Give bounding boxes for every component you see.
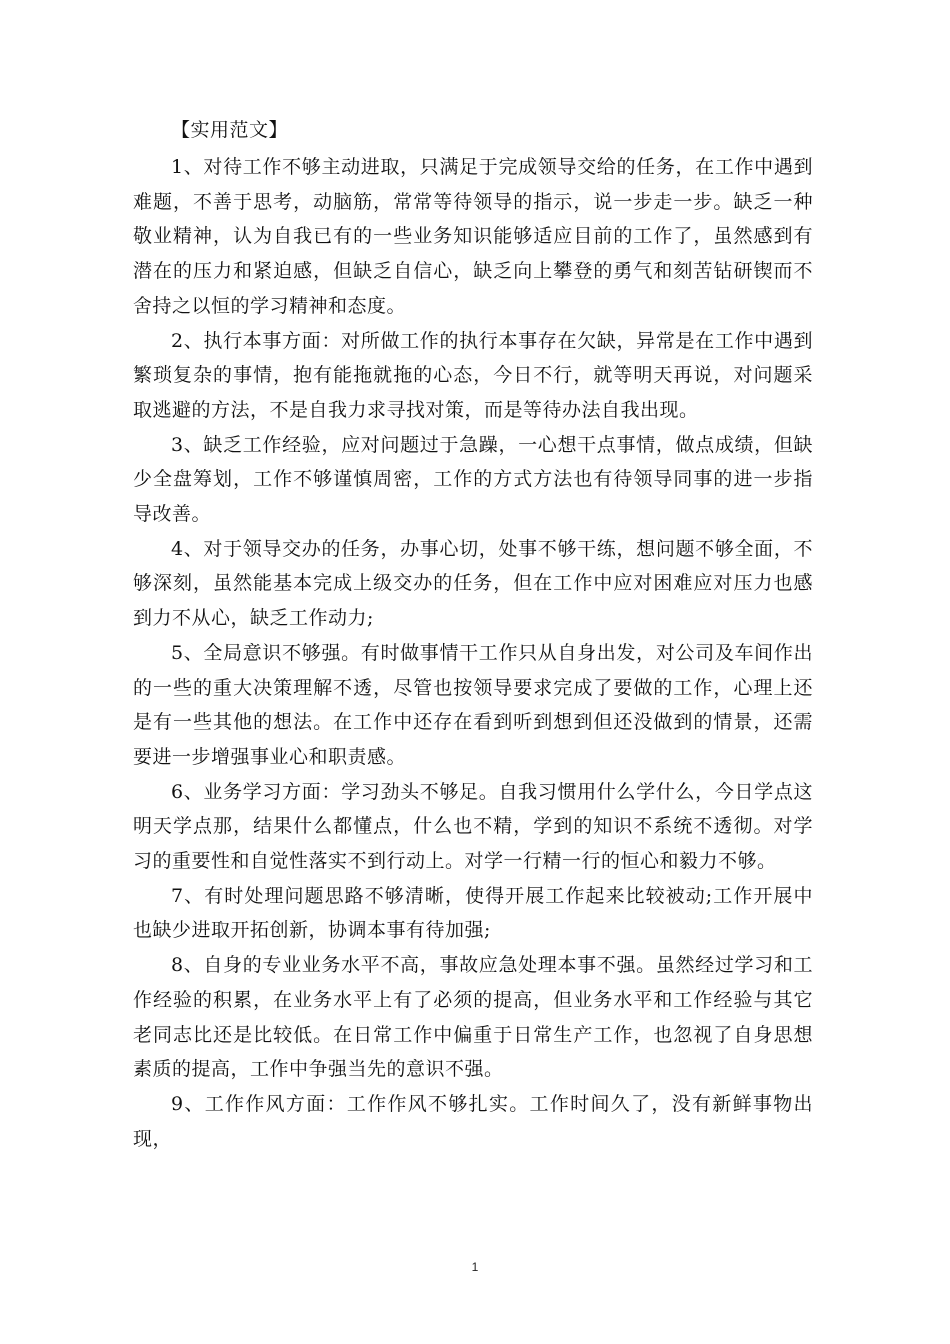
- paragraph-2: 2、执行本事方面：对所做工作的执行本事存在欠缺，异常是在工作中遇到繁琐复杂的事情，抱有能拖就拖的心态，今日不行，就等明天再说，对问题采取逃避的方法，不是自我力求寻找对策，而是等待办法自我出现。: [133, 329, 813, 421]
- paragraph-9: 9、工作作风方面：工作作风不够扎实。工作时间久了，没有新鲜事物出现，: [133, 1092, 813, 1150]
- paragraph-7: 7、有时处理问题思路不够清晰，使得开展工作起来比较被动;工作开展中也缺少进取开拓创新，协调本事有待加强;: [133, 884, 813, 942]
- paragraph-1: 1、对待工作不够主动进取，只满足于完成领导交给的任务，在工作中遇到难题，不善于思考，动脑筋，常常等待领导的指示，说一步走一步。缺乏一种敬业精神，认为自我已有的一些业务知识能够适应目前的工作了，虽然感到有潜在的压力和紧迫感，但缺乏自信心，缺乏向上攀登的勇气和刻苦钻研锲而不舍持之以恒的学习精神和态度。: [133, 156, 813, 317]
- paragraph-8: 8、自身的专业业务水平不高，事故应急处理本事不强。虽然经过学习和工作经验的积累，在业务水平上有了必须的提高，但业务水平和工作经验与其它老同志比还是比较低。在日常工作中偏重于日常生产工作，也忽视了自身思想素质的提高，工作中争强当先的意识不强。: [133, 954, 813, 1081]
- page-number: 1: [471, 1260, 479, 1274]
- paragraph-6: 6、业务学习方面：学习劲头不够足。自我习惯用什么学什么，今日学点这明天学点那，结果什么都懂点，什么也不精，学到的知识不系统不透彻。对学习的重要性和自觉性落实不到行动上。对学一行精一行的恒心和毅力不够。: [133, 780, 813, 873]
- paragraph-3: 3、缺乏工作经验，应对问题过于急躁，一心想干点事情，做点成绩，但缺少全盘筹划，工作不够谨慎周密，工作的方式方法也有待领导同事的进一步指导改善。: [133, 433, 813, 526]
- paragraph-4: 4、对于领导交办的任务，办事心切，处事不够干练，想问题不够全面，不够深刻，虽然能基本完成上级交办的任务，但在工作中应对困难应对压力也感到力不从心，缺乏工作动力;: [133, 537, 813, 630]
- document-body: [133, 112, 813, 1156]
- paragraph-5: 5、全局意识不够强。有时做事情干工作只从自身出发，对公司及车间作出的一些的重大决策理解不透，尽管也按领导要求完成了要做的工作，心理上还是有一些其他的想法。在工作中还存在看到听到想到但还没做到的情景，还需要进一步增强事业心和职责感。: [133, 641, 813, 768]
- document-heading: 【实用范文】: [171, 119, 289, 141]
